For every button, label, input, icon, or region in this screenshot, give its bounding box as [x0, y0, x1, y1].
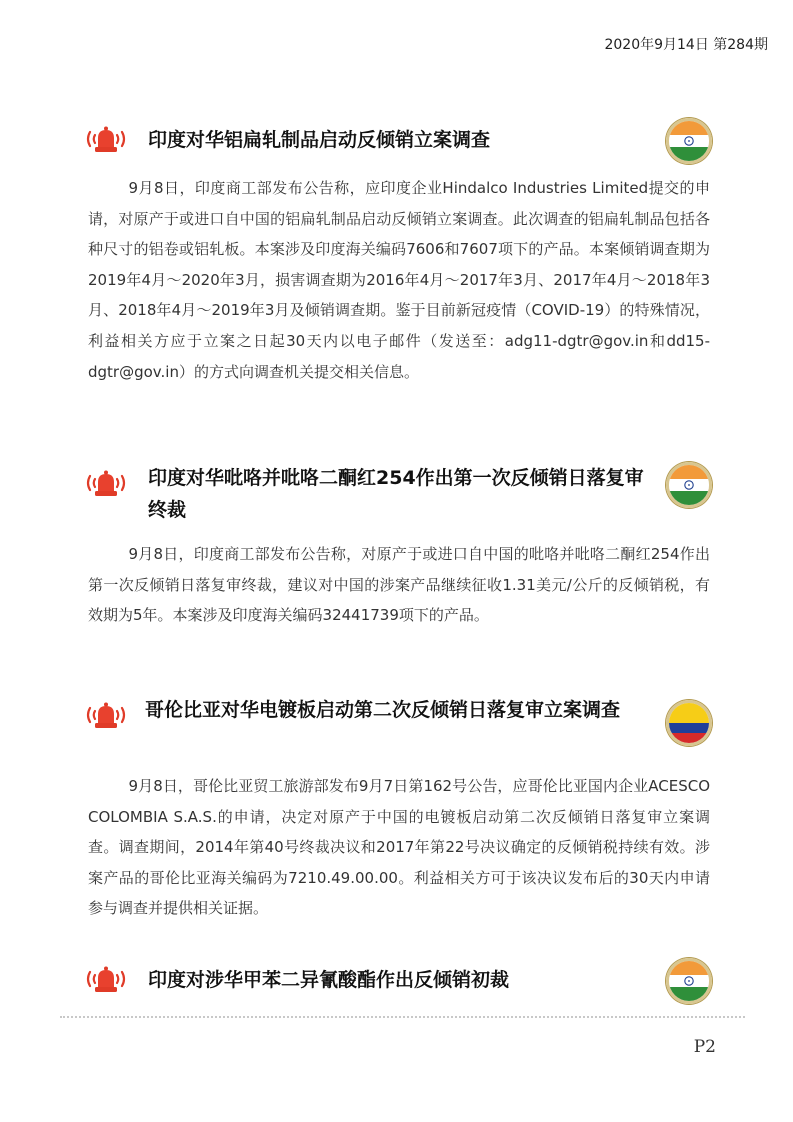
article-header — [0, 694, 793, 738]
footer-divider — [60, 1016, 745, 1018]
article-body: 9月8日，印度商工部发布公告称，应印度企业Hindalco Industries Limited提交的申请，对原产于或进口自中国的铝扁轧制品启动反倾销立案调查。此次调查的铝扁轧制品包括各种尺寸的铝卷或铝轧板。本案涉及印度海关编码7606和7607项下的产品。本案倾销调查期为2019年4月～2020年3月，损害调查期为2016年4月～2017年3月、2017年4月～2018年3月、2018年4月～2019年3月及倾销调查期。鉴于目前新冠疫情（COVID-19）的特殊情况，利益相关方应于立案之日起30天内以电子邮件（发送至：adg11-dgtr@gov.in和dd15-dgtr@gov.in）的方式向调查机关提交相关信息。 — [88, 179, 710, 381]
issue-date: 2020年9月14日 第284期 — [604, 37, 768, 53]
india-flag-icon — [666, 958, 712, 1004]
article-header — [0, 462, 793, 521]
article-title: 哥伦比亚对华电镀板启动第二次反倾销日落复审立案调查 — [145, 699, 621, 721]
article-header — [0, 118, 793, 162]
colombia-flag-icon — [666, 700, 712, 746]
article-body: 9月8日，哥伦比亚贸工旅游部发布9月7日第162号公告，应哥伦比亚国内企业ACESCO COLOMBIA S.A.S.的申请，决定对原产于中国的电镀板启动第二次反倾销日落复审立案调查。调查期间，2014年第40号终裁决议和2017年第22号决议确定的反倾销税持续有效。涉案产品的哥伦比亚海关编码为7210.49.00.00。利益相关方可于该决议发布后的30天内申请参与调查并提供相关证据。 — [88, 777, 710, 918]
article — [0, 694, 793, 918]
india-flag-icon — [666, 462, 712, 508]
alarm-bell-icon — [85, 124, 127, 154]
article-body: 9月8日，印度商工部发布公告称，对原产于或进口自中国的吡咯并吡咯二酮红254作出第一次反倾销日落复审终裁，建议对中国的涉案产品继续征收1.31美元/公斤的反倾销税，有效期为5年。本案涉及印度海关编码32441739项下的产品。 — [88, 545, 710, 625]
alarm-bell-icon — [85, 700, 127, 730]
article-title: 印度对华铝扁轧制品启动反倾销立案调查 — [148, 129, 491, 151]
article-title: 印度对涉华甲苯二异氰酸酯作出反倾销初裁 — [148, 969, 510, 991]
alarm-bell-icon — [85, 468, 127, 498]
article — [0, 462, 793, 625]
alarm-bell-icon — [85, 964, 127, 994]
india-flag-icon — [666, 118, 712, 164]
article-header — [0, 958, 793, 1002]
page-number: P2 — [693, 1037, 716, 1057]
article-title: 印度对华吡咯并吡咯二酮红254作出第一次反倾销日落复审终裁 — [148, 467, 644, 521]
article — [0, 958, 793, 1002]
article — [0, 118, 793, 381]
